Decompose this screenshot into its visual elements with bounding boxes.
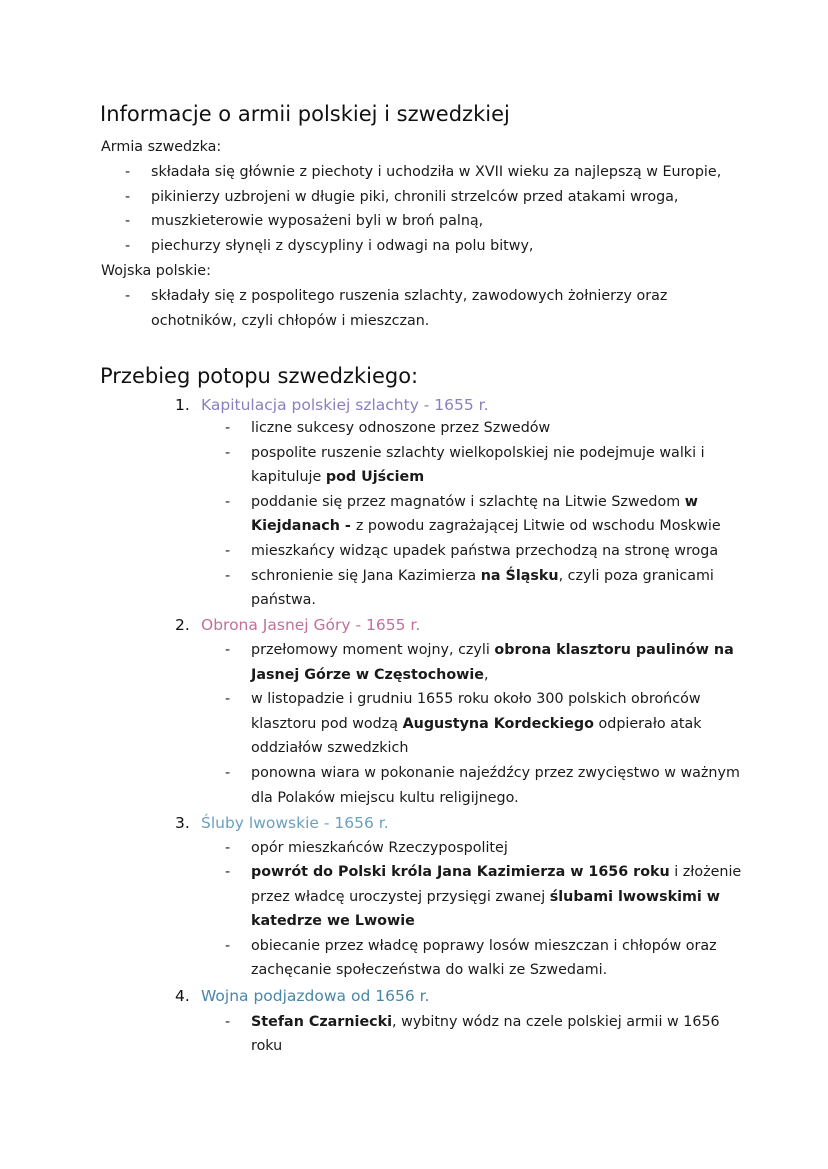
list-item-cont: kapituluje pod Ujściem: [251, 469, 425, 485]
section-title: Obrona Jasnej Góry - 1655 r.: [201, 616, 421, 634]
bullet-dash: -: [225, 691, 231, 707]
section-number: 4.: [175, 987, 190, 1005]
list-item-cont: przez władcę uroczystej przysięgi zwanej ślubami lwowskimi w: [251, 889, 721, 905]
list-item-cont: państwa.: [251, 592, 316, 608]
bullet-dash: -: [125, 288, 131, 304]
list-item-cont: roku: [251, 1038, 283, 1054]
army-swedish-item: piechurzy słynęli z dyscypliny i odwagi na polu bitwy,: [151, 238, 534, 254]
army-swedish-label: Armia szwedzka:: [101, 139, 222, 155]
army-swedish-item: muszkieterowie wyposażeni byli w broń palną,: [151, 213, 484, 229]
list-item: schronienie się Jana Kazimierza na Śląsku, czyli poza granicami: [251, 568, 714, 584]
bullet-dash: -: [225, 642, 231, 658]
list-item-cont: klasztoru pod wodzą Augustyna Kordeckiego odpierało atak: [251, 716, 702, 732]
list-item: Stefan Czarniecki, wybitny wódz na czele polskiej armii w 1656: [251, 1014, 720, 1030]
bullet-dash: -: [225, 420, 231, 436]
bullet-dash: -: [225, 864, 231, 880]
army-swedish-item: składała się głównie z piechoty i uchodziła w XVII wieku za najlepszą w Europie,: [151, 164, 722, 180]
bullet-dash: -: [225, 1014, 231, 1030]
list-item-cont: oddziałów szwedzkich: [251, 740, 409, 756]
bullet-dash: -: [125, 164, 131, 180]
list-item: powrót do Polski króla Jana Kazimierza w 1656 roku i złożenie: [251, 864, 742, 880]
army-swedish-item: pikinierzy uzbrojeni w długie piki, chronili strzelców przed atakami wroga,: [151, 189, 679, 205]
bullet-dash: -: [225, 445, 231, 461]
list-item-cont: Kiejdanach - z powodu zagrażającej Litwie od wschodu Moskwie: [251, 518, 721, 534]
section-title: Kapitulacja polskiej szlachty - 1655 r.: [201, 396, 489, 414]
list-item: obiecanie przez władcę poprawy losów mieszczan i chłopów oraz: [251, 938, 717, 954]
list-item: mieszkańcy widząc upadek państwa przechodzą na stronę wroga: [251, 543, 719, 559]
bullet-dash: -: [225, 840, 231, 856]
list-item: pospolite ruszenie szlachty wielkopolskiej nie podejmuje walki i: [251, 445, 705, 461]
army-polish-item-cont: ochotników, czyli chłopów i mieszczan.: [151, 313, 430, 329]
list-item-cont: Jasnej Górze w Częstochowie,: [251, 667, 489, 683]
bullet-dash: -: [125, 213, 131, 229]
section-number: 1.: [175, 396, 190, 414]
list-item-cont: katedrze we Lwowie: [251, 913, 415, 929]
section-heading: Przebieg potopu szwedzkiego:: [100, 364, 419, 388]
bullet-dash: -: [125, 238, 131, 254]
list-item: poddanie się przez magnatów i szlachtę na Litwie Szwedom w: [251, 494, 698, 510]
bullet-dash: -: [225, 938, 231, 954]
list-item: przełomowy moment wojny, czyli obrona klasztoru paulinów na: [251, 642, 734, 658]
section-title: Wojna podjazdowa od 1656 r.: [201, 987, 430, 1005]
bullet-dash: -: [225, 543, 231, 559]
list-item: ponowna wiara w pokonanie najeźdźcy przez zwycięstwo w ważnym: [251, 765, 740, 781]
bullet-dash: -: [225, 494, 231, 510]
bullet-dash: -: [225, 568, 231, 584]
page-title: Informacje o armii polskiej i szwedzkiej: [100, 102, 510, 126]
army-polish-label: Wojska polskie:: [101, 263, 211, 279]
section-number: 2.: [175, 616, 190, 634]
bullet-dash: -: [225, 765, 231, 781]
list-item-cont: dla Polaków miejscu kultu religijnego.: [251, 790, 519, 806]
army-polish-item: składały się z pospolitego ruszenia szlachty, zawodowych żołnierzy oraz: [151, 288, 668, 304]
list-item: opór mieszkańców Rzeczypospolitej: [251, 840, 508, 856]
list-item-cont: zachęcanie społeczeństwa do walki ze Szwedami.: [251, 962, 608, 978]
list-item: w listopadzie i grudniu 1655 roku około 300 polskich obrońców: [251, 691, 701, 707]
section-title: Śluby lwowskie - 1656 r.: [201, 814, 389, 832]
section-number: 3.: [175, 814, 190, 832]
bullet-dash: -: [125, 189, 131, 205]
list-item: liczne sukcesy odnoszone przez Szwedów: [251, 420, 551, 436]
